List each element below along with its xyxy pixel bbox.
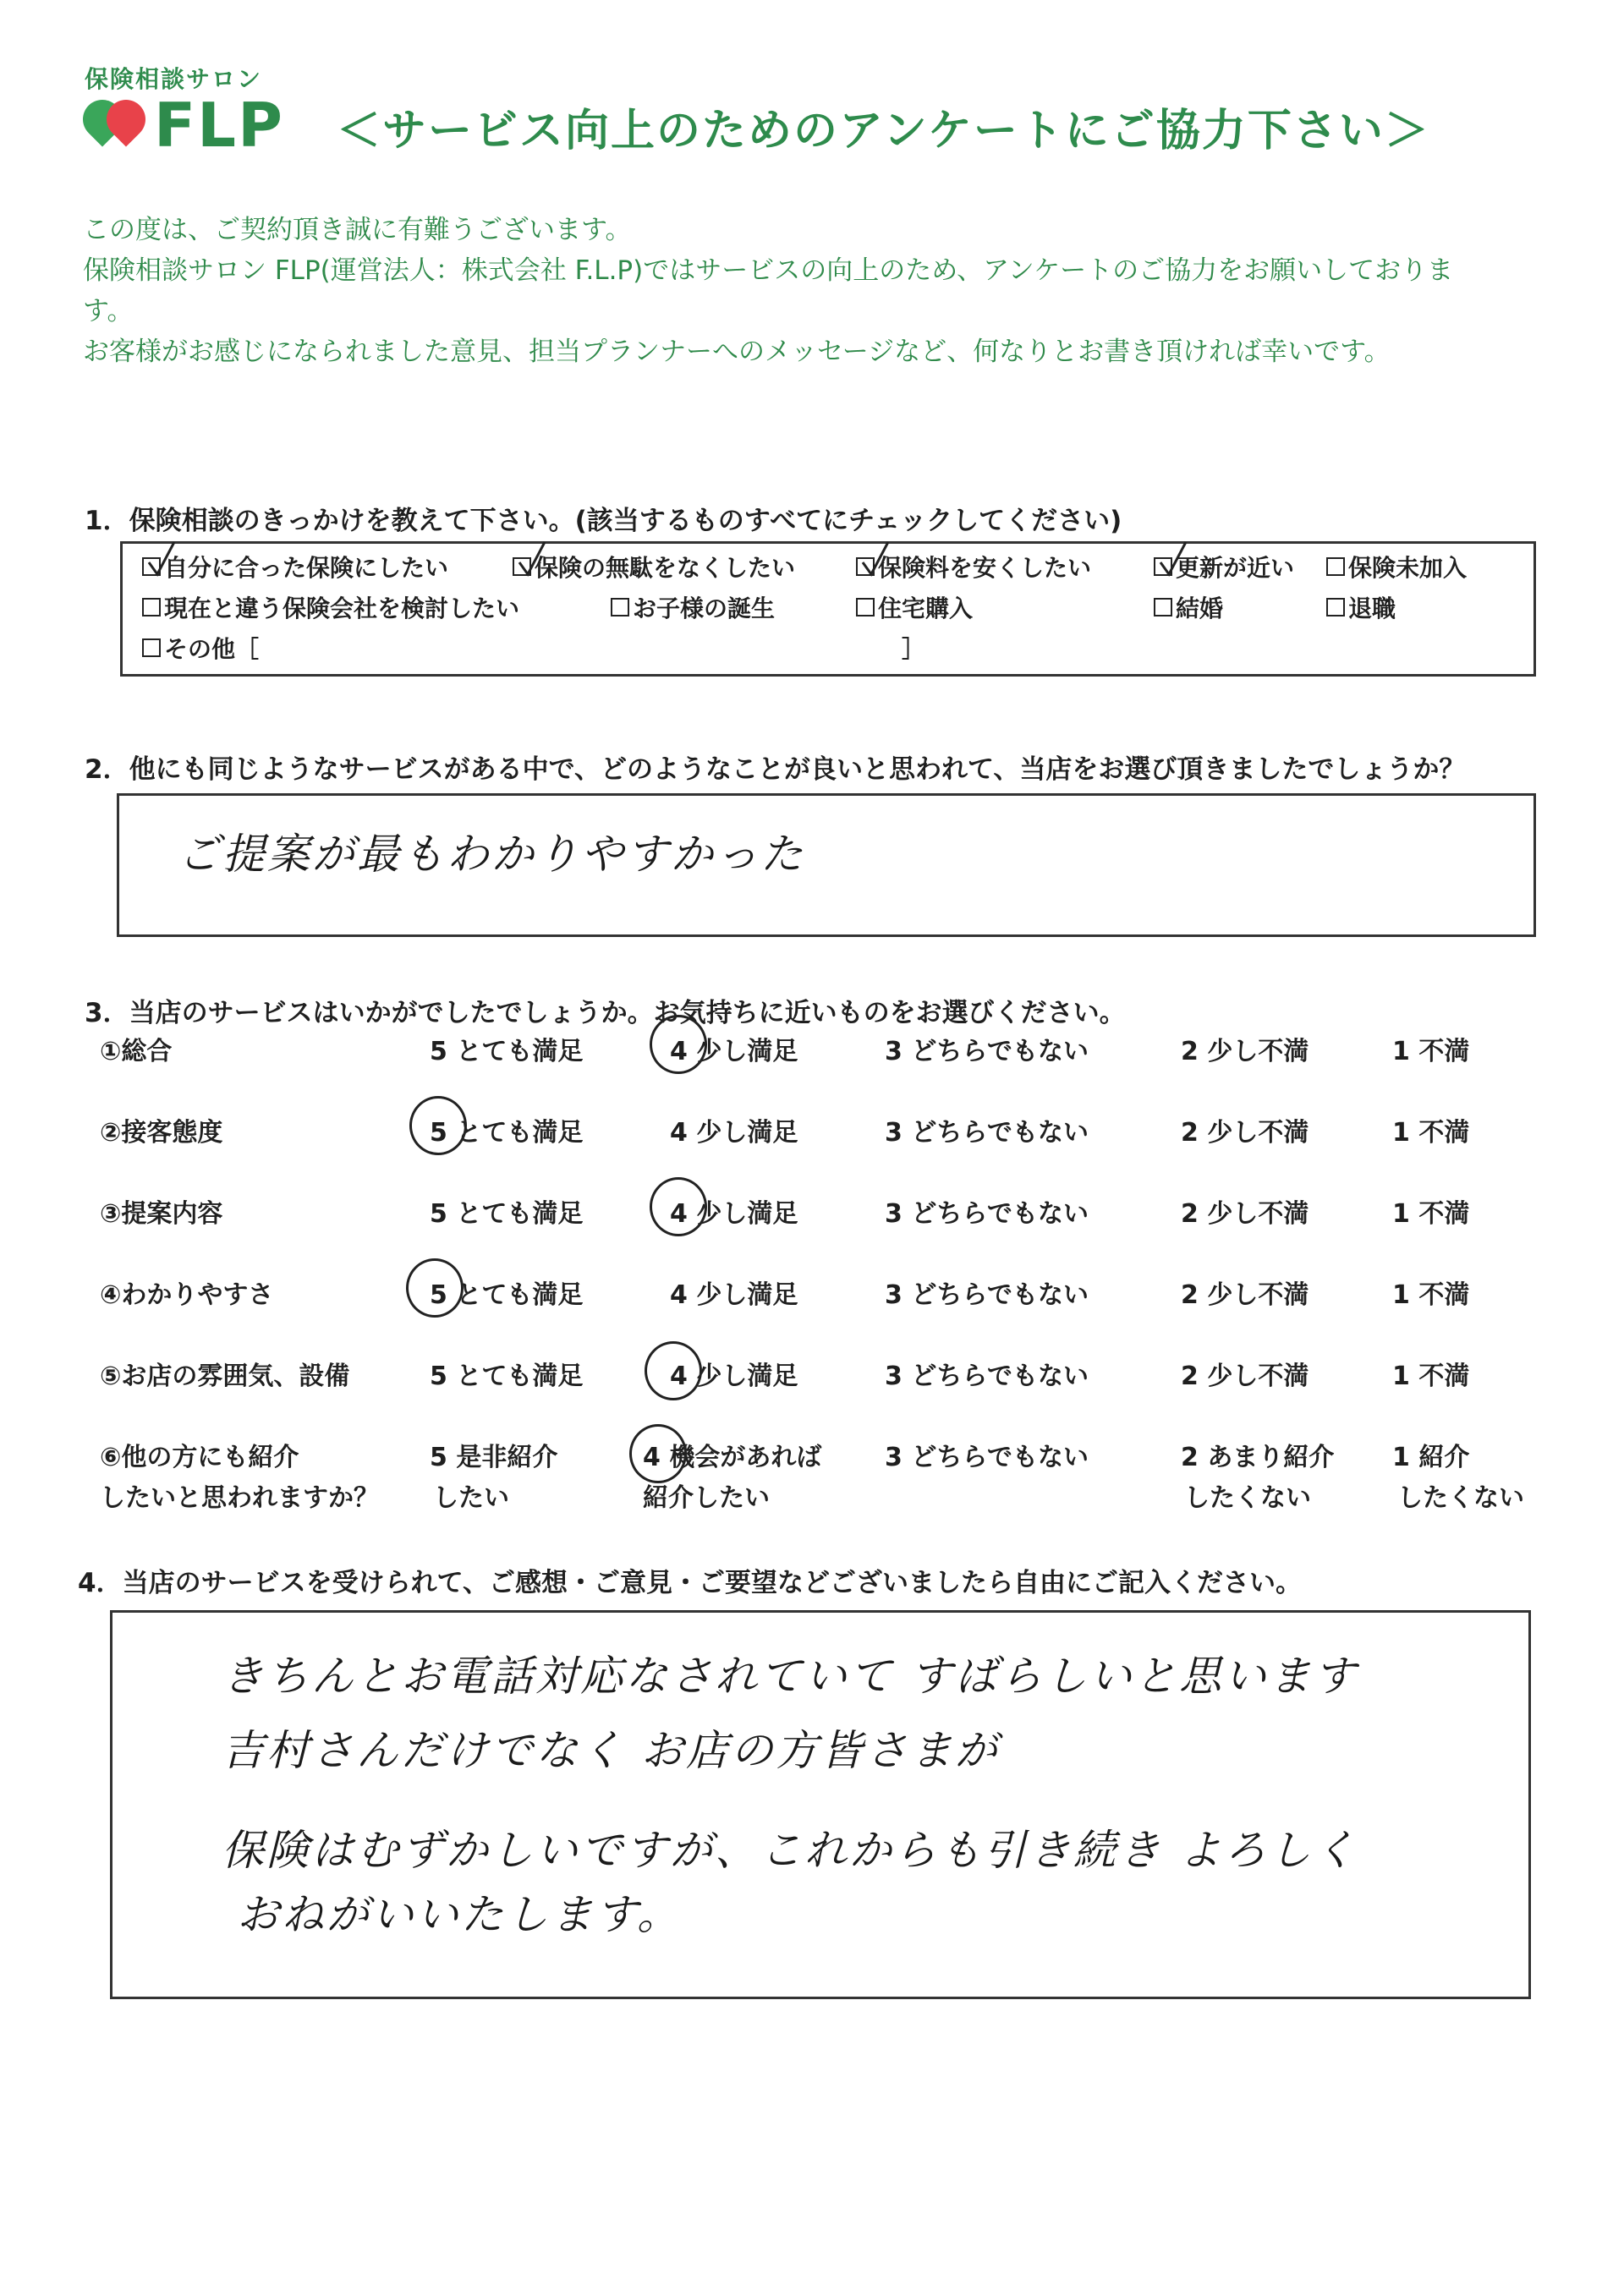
rating-choice-line2: 紹介したい [643, 1483, 770, 1513]
rating-row-label: したいと思われますか？ [100, 1483, 379, 1513]
rating-choice[interactable]: 2 あまり紹介 [1181, 1443, 1335, 1472]
selected-circle [406, 1258, 464, 1318]
intro-line: す。 [83, 296, 134, 326]
q1-option[interactable]: 住宅購入 [856, 590, 973, 624]
selected-circle [409, 1096, 467, 1155]
rating-choice[interactable]: 2 少し不満 [1181, 1037, 1309, 1066]
intro-line: この度は、ご契約頂き誠に有難うございます。 [83, 215, 632, 245]
q1-option[interactable]: 自分に合った保険にしたい [142, 550, 448, 584]
rating-choice[interactable]: 5 是非紹介 [430, 1443, 558, 1472]
checkbox-icon[interactable] [856, 557, 875, 576]
q1-other-close: ］ [902, 635, 926, 663]
q4-handwritten-line: 吉村さんだけでなく お店の方皆さまが [222, 1726, 1000, 1775]
rating-choice[interactable]: 5 とても満足 [430, 1199, 584, 1229]
rating-choice[interactable]: 4 少し満足 [670, 1037, 798, 1066]
q1-option[interactable]: 現在と違う保険会社を検討したい [142, 590, 519, 624]
checkbox-icon[interactable] [142, 557, 161, 576]
rating-choice[interactable]: 2 少し不満 [1181, 1118, 1309, 1148]
selected-circle [629, 1424, 687, 1483]
rating-row-label: ①総合 [100, 1037, 173, 1066]
selected-circle [645, 1341, 702, 1400]
rating-choice[interactable]: 3 どちらでもない [885, 1443, 1089, 1472]
brand-subtitle: 保険相談サロン [85, 65, 263, 93]
rating-choice[interactable]: 5 とても満足 [430, 1037, 584, 1066]
rating-row-label: ②接客態度 [100, 1118, 223, 1148]
selected-circle [650, 1177, 707, 1236]
q1-option[interactable]: 保険未加入 [1326, 550, 1467, 584]
rating-choice[interactable]: 3 どちらでもない [885, 1199, 1089, 1229]
intro-text [83, 210, 1555, 372]
rating-choice[interactable]: 5 とても満足 [430, 1362, 584, 1391]
rating-choice[interactable]: 2 少し不満 [1181, 1280, 1309, 1310]
rating-choice[interactable]: 4 少し満足 [670, 1199, 798, 1229]
rating-choice[interactable]: 1 不満 [1392, 1199, 1470, 1229]
rating-choice[interactable]: 3 どちらでもない [885, 1362, 1089, 1391]
q2-handwritten-answer: ご提案が最もわかりやすかった [178, 830, 805, 879]
intro-line: 保険相談サロン FLP(運営法人：株式会社 F.L.P)ではサービスの向上のため、アンケートのご協力をお願いしておりま [83, 255, 1454, 286]
rating-row-label: ⑥他の方にも紹介 [100, 1443, 299, 1472]
rating-choice[interactable]: 5 とても満足 [430, 1280, 584, 1310]
heart-logo-icon [74, 91, 151, 159]
rating-row-label: ③提案内容 [100, 1199, 223, 1229]
checkbox-icon[interactable] [1154, 557, 1172, 576]
rating-choice[interactable]: 3 どちらでもない [885, 1118, 1089, 1148]
checkbox-icon[interactable] [1326, 598, 1345, 616]
checkbox-icon[interactable] [513, 557, 531, 576]
checkbox-icon[interactable] [1326, 557, 1345, 576]
q3-title: 3．当店のサービスはいかがでしたでしょうか。お気持ちに近いものをお選びください。 [85, 998, 1126, 1028]
rating-choice[interactable]: 1 紹介 [1392, 1443, 1470, 1472]
q1-title: 1．保険相談のきっかけを教えて下さい。(該当するものすべてにチェックしてください) [85, 506, 1122, 536]
rating-choice[interactable]: 1 不満 [1392, 1362, 1470, 1391]
rating-choice[interactable]: 4 少し満足 [670, 1362, 798, 1391]
checkbox-icon[interactable] [142, 598, 161, 616]
brand-wordmark: FLP [154, 90, 284, 161]
q4-title: 4．当店のサービスを受けられて、ご感想・ご意見・ご要望などございましたら自由にご記入ください。 [78, 1568, 1302, 1598]
rating-row-label: ⑤お店の雰囲気、設備 [100, 1362, 350, 1391]
rating-choice[interactable]: 4 少し満足 [670, 1118, 798, 1148]
rating-choice[interactable]: 4 少し満足 [670, 1280, 798, 1310]
q1-other[interactable]: その他［ [142, 631, 259, 665]
rating-choice[interactable]: 5 とても満足 [430, 1118, 584, 1148]
rating-choice[interactable]: 2 少し不満 [1181, 1199, 1309, 1229]
rating-choice[interactable]: 3 どちらでもない [885, 1280, 1089, 1310]
checkbox-icon[interactable] [856, 598, 875, 616]
q1-option[interactable]: 更新が近い [1154, 550, 1294, 584]
q4-handwritten-line: きちんとお電話対応なされていて すばらしいと思います [222, 1652, 1358, 1701]
q1-option[interactable]: 退職 [1326, 590, 1396, 624]
q4-handwritten-line: 保険はむずかしいですが、これからも引き続き よろしく [222, 1826, 1358, 1875]
q1-option[interactable]: 結婚 [1154, 590, 1223, 624]
q2-title: 2．他にも同じようなサービスがある中で、どのようなことが良いと思われて、当店をお選び頂きましたでしょうか？ [85, 754, 1466, 785]
rating-choice[interactable]: 3 どちらでもない [885, 1037, 1089, 1066]
q1-option[interactable]: 保険の無駄をなくしたい [513, 550, 795, 584]
rating-choice-line2: したくない [1397, 1483, 1524, 1513]
q1-option[interactable]: お子様の誕生 [611, 590, 775, 624]
rating-choice-line2: したくない [1184, 1483, 1311, 1513]
flp-logo [74, 91, 284, 159]
page-title: ＜サービス向上のためのアンケートにご協力下さい＞ [337, 106, 1430, 156]
rating-choice[interactable]: 1 不満 [1392, 1280, 1470, 1310]
q1-option[interactable]: 保険料を安くしたい [856, 550, 1091, 584]
checkbox-icon[interactable] [1154, 598, 1172, 616]
rating-row-label: ④わかりやすさ [100, 1280, 274, 1310]
q4-handwritten-line: おねがいいたします。 [237, 1890, 682, 1939]
selected-circle [650, 1015, 707, 1074]
rating-choice-line2: したい [433, 1483, 509, 1513]
rating-choice[interactable]: 2 少し不満 [1181, 1362, 1309, 1391]
rating-choice[interactable]: 1 不満 [1392, 1118, 1470, 1148]
rating-choice[interactable]: 4 機会があれば [643, 1443, 822, 1472]
checkbox-icon[interactable] [611, 598, 629, 616]
checkbox-icon[interactable] [142, 638, 161, 657]
rating-choice[interactable]: 1 不満 [1392, 1037, 1470, 1066]
intro-line: お客様がお感じになられました意見、担当プランナーへのメッセージなど、何なりとお書き頂ければ幸いです。 [83, 337, 1391, 367]
